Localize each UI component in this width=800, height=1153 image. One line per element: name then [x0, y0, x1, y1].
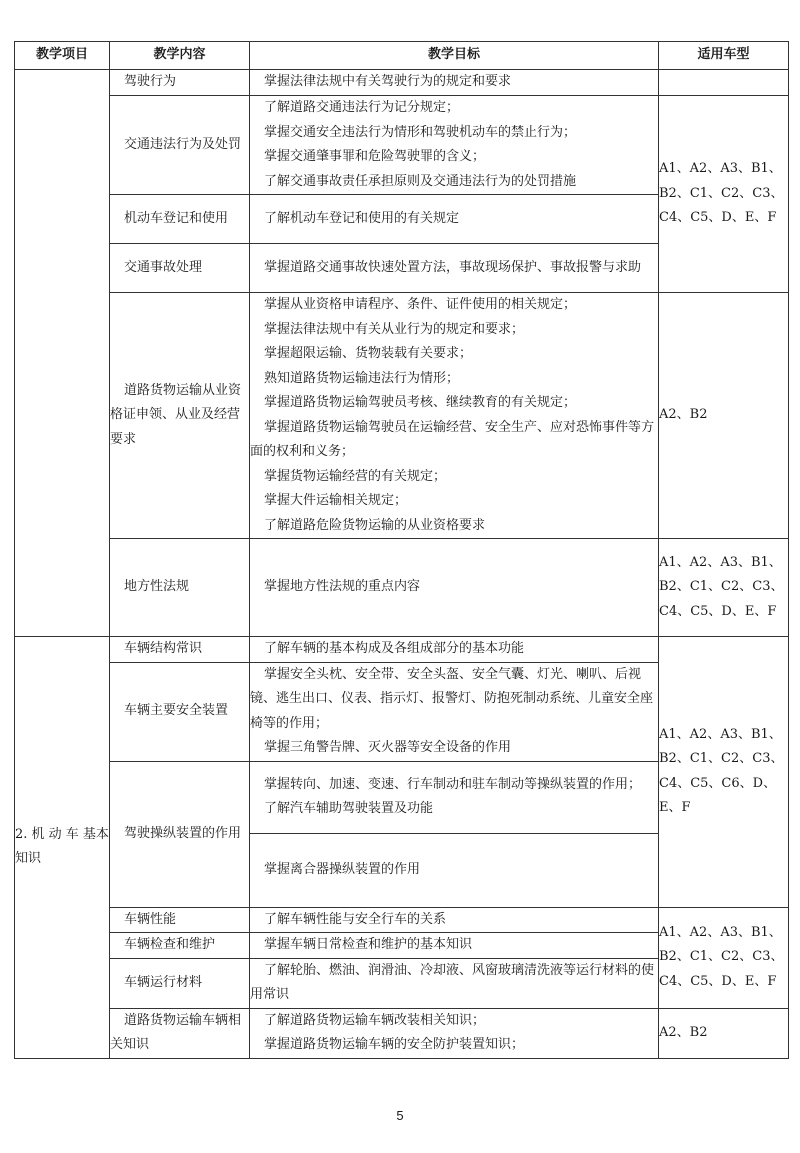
goal-line: 了解汽车辅助驾驶装置及功能 — [264, 801, 434, 816]
header-project: 教学项目 — [15, 42, 110, 70]
goal-line: 掌握货物运输经营的有关规定； — [264, 468, 447, 484]
content-cell: 机动车登记和使用 — [110, 195, 250, 244]
goal-line: 了解交通事故责任承担原则及交通违法行为的处罚措施 — [264, 173, 577, 189]
table-row — [15, 96, 789, 195]
goal-line: 掌握法律法规中有关从业行为的规定和要求； — [264, 321, 525, 337]
goal-line: 掌握转向、加速、变速、行车制动和驻车制动等操纵装置的作用； — [264, 776, 642, 792]
goal-line: 掌握离合器操纵装置的作用 — [264, 861, 421, 877]
content-cell: 车辆检查和维护 — [110, 933, 250, 959]
goal-line: 掌握道路交通事故快速处置方法，事故现场保护、事故报警与求助 — [264, 259, 642, 275]
goal-cell — [250, 539, 659, 637]
goal-line: 掌握从业资格申请程序、条件、证件使用的相关规定； — [264, 297, 577, 312]
goal-cell — [250, 637, 659, 663]
goal-line: 了解机动车登记和使用的有关规定 — [264, 210, 460, 226]
vehicle-cell: A2、B2 — [659, 293, 789, 539]
content-cell: 道路货物运输车辆相关知识 — [110, 1008, 250, 1058]
goal-line: 掌握交通安全违法行为情形和驾驶机动车的禁止行为； — [264, 124, 577, 140]
goal-cell — [250, 293, 659, 539]
content-cell: 驾驶行为 — [110, 70, 250, 96]
goal-cell — [250, 70, 659, 96]
goal-cell — [250, 833, 659, 907]
header-content: 教学内容 — [110, 42, 250, 70]
content-cell: 车辆结构常识 — [110, 637, 250, 663]
goal-line: 掌握三角警告牌、灭火器等安全设备的作用 — [264, 740, 512, 755]
goal-line: 了解车辆的基本构成及各组成部分的基本功能 — [264, 641, 525, 656]
table-row — [15, 907, 789, 933]
vehicle-cell-empty — [659, 70, 789, 96]
goal-line: 掌握地方性法规的重点内容 — [264, 579, 421, 595]
goal-line: 掌握车辆日常检查和维护的基本知识 — [264, 937, 473, 952]
content-cell: 交通违法行为及处罚 — [110, 96, 250, 195]
goal-line: 熟知道路货物运输违法行为情形； — [264, 370, 460, 386]
content-cell: 道路货物运输从业资格证申领、从业及经营要求 — [110, 293, 250, 539]
goal-cell — [250, 907, 659, 933]
goal-line: 掌握道路货物运输驾驶员在运输经营、安全生产、应对恐怖事件等方面的权利和义务； — [250, 419, 655, 459]
vehicle-cell: A1、A2、A3、B1、B2、C1、C2、C3、C4、C5、D、E、F — [659, 96, 789, 293]
goal-line: 掌握大件运输相关规定； — [264, 493, 408, 508]
goal-line: 了解轮胎、燃油、润滑油、冷却液、风窗玻璃清洗液等运行材料的使用常识 — [250, 962, 655, 1002]
goal-cell — [250, 761, 659, 833]
goal-cell — [250, 195, 659, 244]
table-row — [15, 1008, 789, 1058]
goal-cell — [250, 933, 659, 959]
vehicle-cell: A1、A2、A3、B1、B2、C1、C2、C3、C4、C5、C6、D、E、F — [659, 637, 789, 908]
content-cell: 驾驶操纵装置的作用 — [110, 761, 250, 907]
goal-cell — [250, 958, 659, 1008]
table-row — [15, 637, 789, 663]
content-cell: 交通事故处理 — [110, 244, 250, 293]
content-cell: 车辆主要安全装置 — [110, 662, 250, 761]
goal-cell — [250, 662, 659, 761]
content-cell: 地方性法规 — [110, 539, 250, 637]
vehicle-cell: A1、A2、A3、B1、B2、C1、C2、C3、C4、C5、D、E、F — [659, 539, 789, 637]
vehicle-cell: A1、A2、A3、B1、B2、C1、C2、C3、C4、C5、D、E、F — [659, 907, 789, 1008]
goal-line: 掌握交通肇事罪和危险驾驶罪的含义； — [264, 149, 486, 164]
content-cell: 车辆运行材料 — [110, 958, 250, 1008]
header-vehicles: 适用车型 — [659, 42, 789, 70]
goal-line: 掌握道路货物运输车辆的安全防护装置知识； — [264, 1037, 525, 1052]
header-row — [15, 42, 789, 70]
goal-line: 掌握超限运输、货物装载有关要求； — [264, 346, 473, 361]
goal-cell — [250, 1008, 659, 1058]
project-cell-2: 2. 机 动 车 基本知识 — [15, 637, 110, 1059]
goal-cell — [250, 96, 659, 195]
goal-line: 了解道路货物运输车辆改装相关知识； — [264, 1012, 486, 1028]
vehicle-cell: A2、B2 — [659, 1008, 789, 1058]
goal-line: 了解道路危险货物运输的从业资格要求 — [264, 517, 486, 533]
goal-cell — [250, 244, 659, 293]
project-cell-1 — [15, 70, 110, 637]
goal-line: 掌握道路货物运输驾驶员考核、继续教育的有关规定； — [264, 395, 577, 410]
content-cell: 车辆性能 — [110, 907, 250, 933]
goal-line: 掌握安全头枕、安全带、安全头盔、安全气囊、灯光、喇叭、后视镜、逃生出口、仪表、指示灯、报警灯、防抱死制动系统、儿童安全座椅等的作用； — [250, 666, 654, 731]
table-row — [15, 293, 789, 539]
table-row — [15, 70, 789, 96]
header-goal: 教学目标 — [250, 42, 659, 70]
goal-line: 了解道路交通违法行为记分规定； — [264, 100, 460, 115]
syllabus-table — [14, 41, 789, 1059]
page-number: 5 — [396, 1108, 404, 1123]
table-row — [15, 539, 789, 637]
goal-line: 掌握法律法规中有关驾驶行为的规定和要求 — [264, 74, 512, 90]
goal-line: 了解车辆性能与安全行车的关系 — [264, 911, 447, 927]
